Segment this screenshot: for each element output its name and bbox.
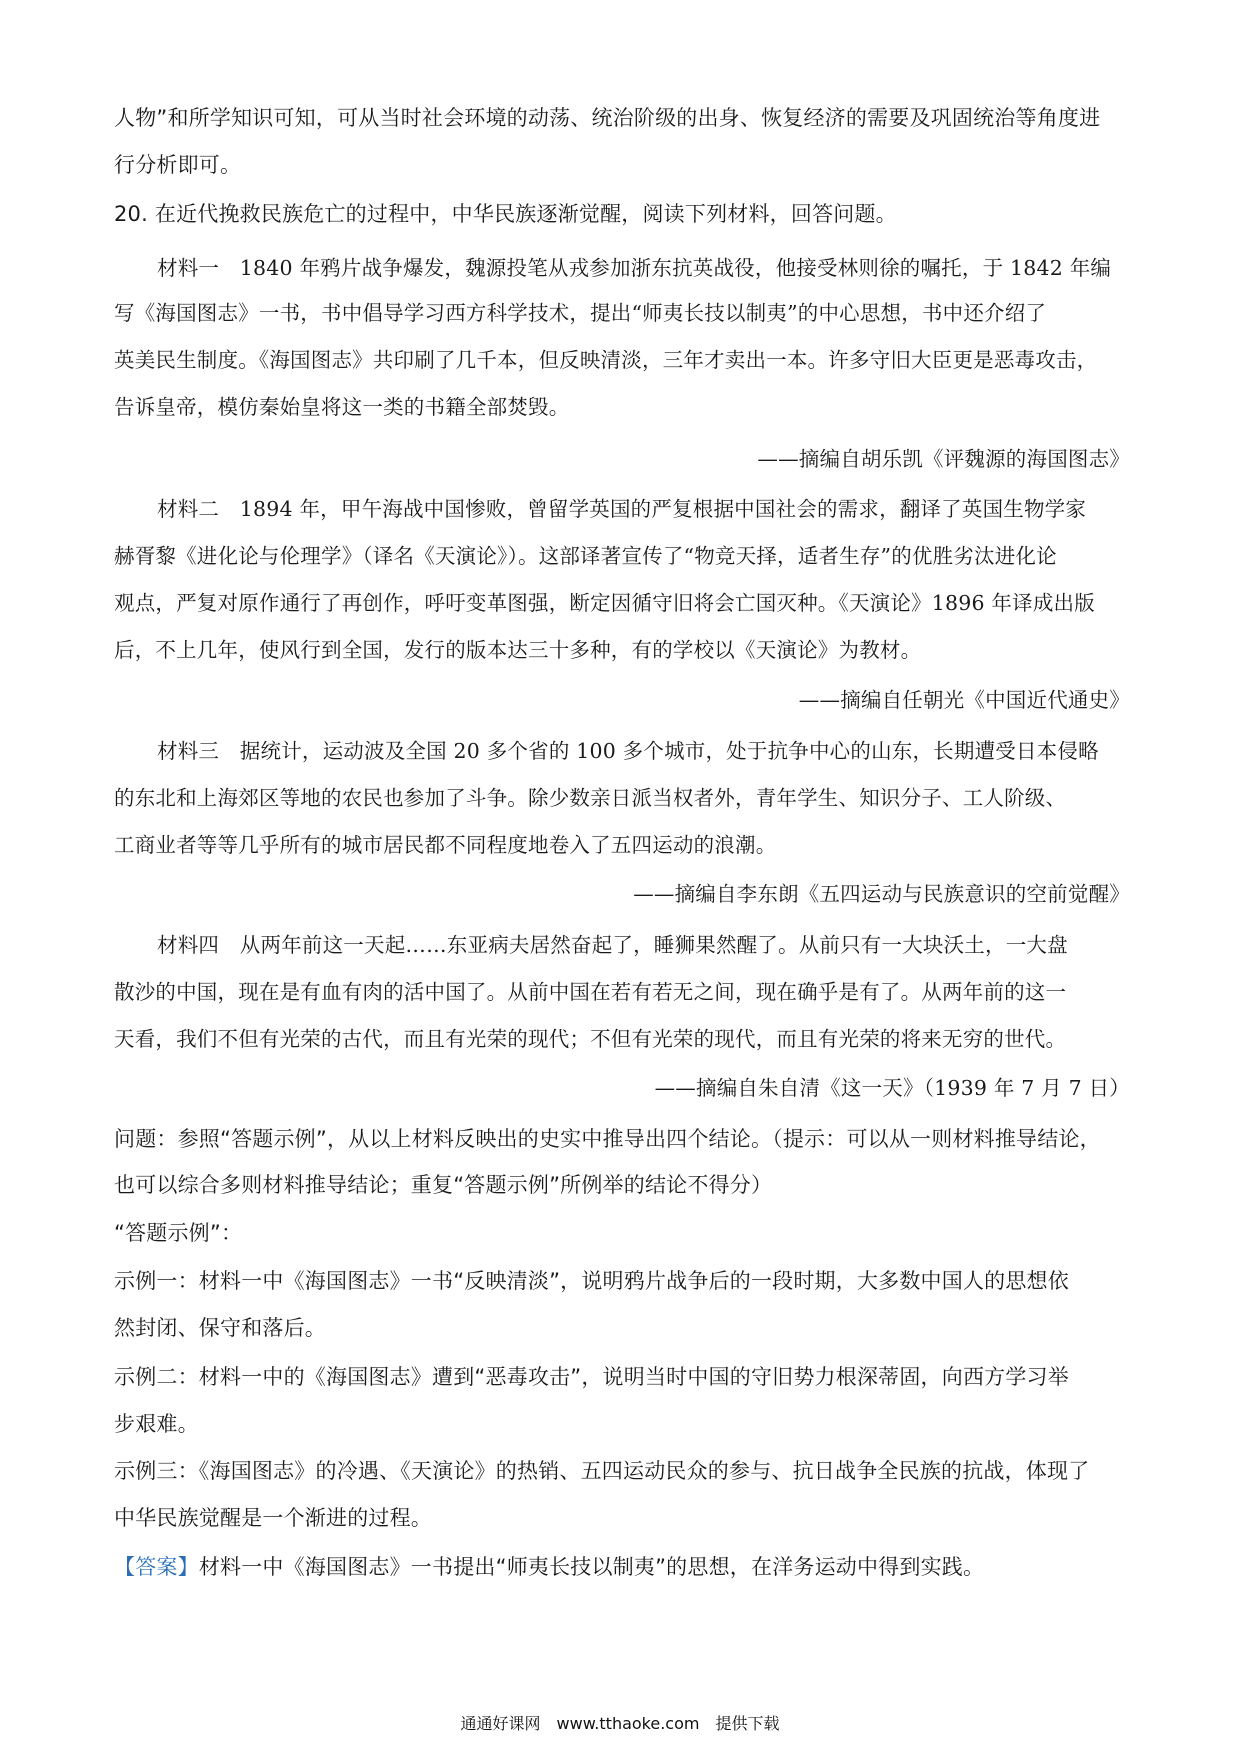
answer-line (114, 1552, 1130, 1582)
material-source: ——摘编自李东朗《五四运动与民族意识的空前觉醒》 (633, 882, 1130, 906)
answer-tag: 【答案】 (114, 1555, 199, 1579)
material-line: 的东北和上海郊区等地的农民也参加了斗争。除少数亲日派当权者外，青年学生、知识分子、工人阶级、 (114, 786, 1067, 810)
example-line: 示例二：材料一中的《海国图志》遭到“恶毒攻击”，说明当时中国的守旧势力根深蒂固，向西方学习举 (114, 1365, 1069, 1389)
material-line: 观点，严复对原作通行了再创作，呼吁变革图强，断定因循守旧将会亡国灭种。《天演论》1896 年译成出版 (114, 591, 1095, 615)
question-text: 也可以综合多则材料推导结论；重复“答题示例”所例举的结论不得分） (114, 1173, 773, 1197)
page-footer: 通通好课网 www.tthaoke.com 提供下载 (460, 1714, 780, 1733)
material-line: 英美民生制度。《海国图志》共印刷了几千本，但反映清淡，三年才卖出一本。许多守旧大臣更是恶毒攻击， (114, 348, 1098, 372)
material-line: 散沙的中国，现在是有血有肉的活中国了。从前中国在若有若无之间，现在确乎是有了。从两年前的这一 (114, 980, 1067, 1004)
material-line: 赫胥黎《进化论与伦理学》（译名《天演论》）。这部译著宣传了“物竞天择，适者生存”的优胜劣汰进化论 (114, 544, 1057, 568)
example-line: 示例三：《海国图志》的冷遇、《天演论》的热销、五四运动民众的参与、抗日战争全民族的抗战，体现了 (114, 1459, 1090, 1483)
material-line: 材料三 据统计，运动波及全国 20 多个省的 100 多个城市，处于抗争中心的山东，长期遭受日本侵略 (157, 739, 1099, 763)
example-line: 中华民族觉醒是一个渐进的过程。 (114, 1506, 432, 1530)
material-line: 写《海国图志》一书，书中倡导学习西方科学技术，提出“师夷长技以制夷”的中心思想，书中还介绍了 (114, 301, 1047, 325)
material-source: ——摘编自朱自清《这一天》（1939 年 7 月 7 日） (654, 1076, 1130, 1100)
material-line: 后，不上几年，使风行到全国，发行的版本达三十多种，有的学校以《天演论》为教材。 (114, 638, 922, 662)
example-line: 示例一：材料一中《海国图志》一书“反映清淡”，说明鸦片战争后的一段时期，大多数中国人的思想依 (114, 1269, 1069, 1293)
question-heading: 20. 在近代挽救民族危亡的过程中，中华民族逐渐觉醒，阅读下列材料，回答问题。 (114, 202, 897, 226)
material-source: ——摘编自任朝光《中国近代通史》 (798, 688, 1130, 712)
material-line: 工商业者等等几乎所有的城市居民都不同程度地卷入了五四运动的浪潮。 (114, 833, 777, 857)
material-source: ——摘编自胡乐凯《评魏源的海国图志》 (757, 447, 1130, 471)
example-heading: “答题示例”： (114, 1221, 243, 1245)
material-line: 材料四 从两年前这一天起……东亚病夫居然奋起了，睡狮果然醒了。从前只有一大块沃土，一大盘 (157, 933, 1068, 957)
question-text: 问题：参照“答题示例”，从以上材料反映出的史实中推导出四个结论。（提示：可以从一则材料推导结论， (114, 1127, 1101, 1151)
text-line: 行分析即可。 (114, 153, 242, 177)
answer-text: 材料一中《海国图志》一书提出“师夷长技以制夷”的思想，在洋务运动中得到实践。 (198, 1555, 985, 1579)
text-line: 人物”和所学知识可知，可从当时社会环境的动荡、统治阶级的出身、恢复经济的需要及巩固统治等角度进 (114, 106, 1101, 130)
material-line: 告诉皇帝，模仿秦始皇将这一类的书籍全部焚毁。 (114, 395, 570, 419)
example-line: 然封闭、保守和落后。 (114, 1316, 326, 1340)
example-line: 步艰难。 (114, 1412, 199, 1436)
material-line: 材料一 1840 年鸦片战争爆发，魏源投笔从戎参加浙东抗英战役，他接受林则徐的嘱托，于 1842 年编 (157, 256, 1112, 280)
material-line: 天看，我们不但有光荣的古代，而且有光荣的现代；不但有光荣的现代，而且有光荣的将来无穷的世代。 (114, 1027, 1067, 1051)
material-line: 材料二 1894 年，甲午海战中国惨败，曾留学英国的严复根据中国社会的需求，翻译了英国生物学家 (157, 497, 1087, 521)
